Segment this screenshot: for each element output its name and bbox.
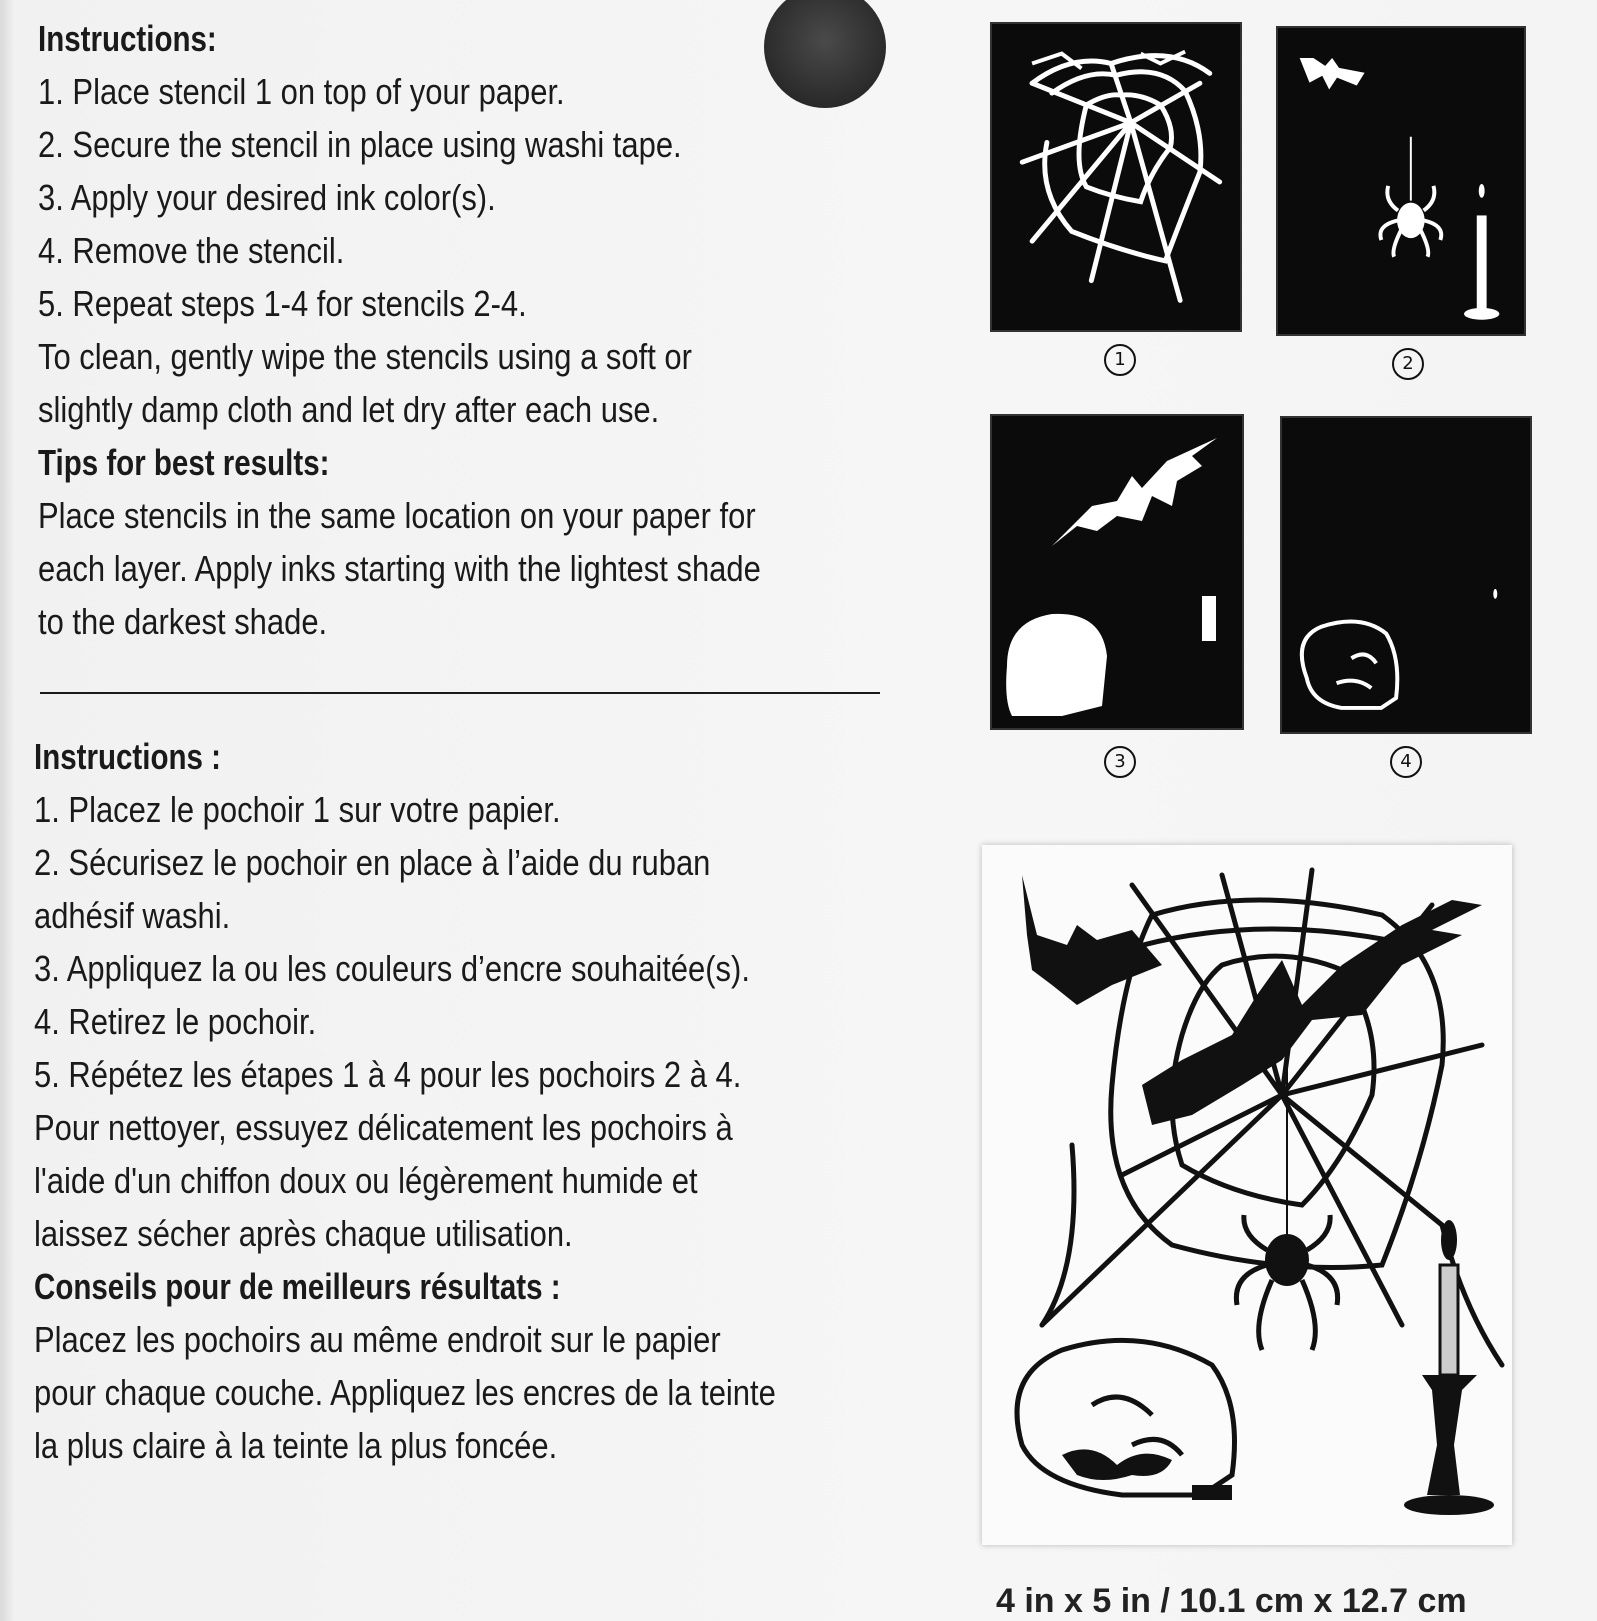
french-heading: Instructions : [34,736,221,777]
stencil-1-panel [990,22,1242,332]
english-step: 5. Repeat steps 1-4 for stencils 2-4. [38,283,527,324]
english-step: 3. Apply your desired ink color(s). [38,177,496,218]
french-clean-line: l'aide d'un chiffon doux ou légèrement humide et [34,1160,698,1201]
stencil-3-panel [990,414,1244,730]
finished-design-preview [982,845,1512,1545]
french-tips-line: Placez les pochoirs au même endroit sur le papier [34,1319,721,1360]
french-step: 3. Appliquez la ou les couleurs d’encre souhaitée(s). [34,948,750,989]
english-instructions [38,12,898,648]
french-step: 1. Placez le pochoir 1 sur votre papier. [34,789,561,830]
english-tips-line: each layer. Apply inks starting with the lightest shade [38,548,761,589]
french-step: 2. Sécurisez le pochoir en place à l’aide du ruban [34,842,711,883]
english-step: 4. Remove the stencil. [38,230,345,271]
skull-outline-icon [1282,418,1530,732]
french-tips-line: la plus claire à la teinte la plus foncée. [34,1425,558,1466]
french-step: 5. Répétez les étapes 1 à 4 pour les pochoirs 2 à 4. [34,1054,742,1095]
french-step: adhésif washi. [34,895,231,936]
stencil-3-number: 3 [1104,746,1136,778]
stencil-1-number: 1 [1104,344,1136,376]
stencil-4-panel [1280,416,1532,734]
stencil-4-number: 4 [1390,746,1422,778]
english-step: 1. Place stencil 1 on top of your paper. [38,71,565,112]
stencil-2-panel [1276,26,1526,336]
bat-spider-candle-icon [1278,28,1524,334]
french-step: 4. Retirez le pochoir. [34,1001,317,1042]
french-instructions [34,730,894,1472]
french-tips-line: pour chaque couche. Appliquez les encres de la teinte [34,1372,776,1413]
english-clean-line: slightly damp cloth and let dry after each use. [38,389,660,430]
english-step: 2. Secure the stencil in place using washi tape. [38,124,682,165]
english-tips-line: Place stencils in the same location on your paper for [38,495,756,536]
french-clean-line: laissez sécher après chaque utilisation. [34,1213,573,1254]
spider-web-icon [992,24,1240,330]
halloween-scene-icon [982,845,1512,1545]
section-divider [40,692,880,694]
french-tips-heading: Conseils pour de meilleurs résultats : [34,1266,561,1307]
bat-skull-candle-icon [992,416,1242,728]
stencil-2-number: 2 [1392,348,1424,380]
english-tips-line: to the darkest shade. [38,601,328,642]
french-clean-line: Pour nettoyer, essuyez délicatement les pochoirs à [34,1107,733,1148]
size-caption-partial: 4 in x 5 in / 10.1 cm x 12.7 cm [996,1582,1467,1620]
english-heading: Instructions: [38,18,217,59]
english-tips-heading: Tips for best results: [38,442,330,483]
english-clean-line: To clean, gently wipe the stencils using a soft or [38,336,692,377]
